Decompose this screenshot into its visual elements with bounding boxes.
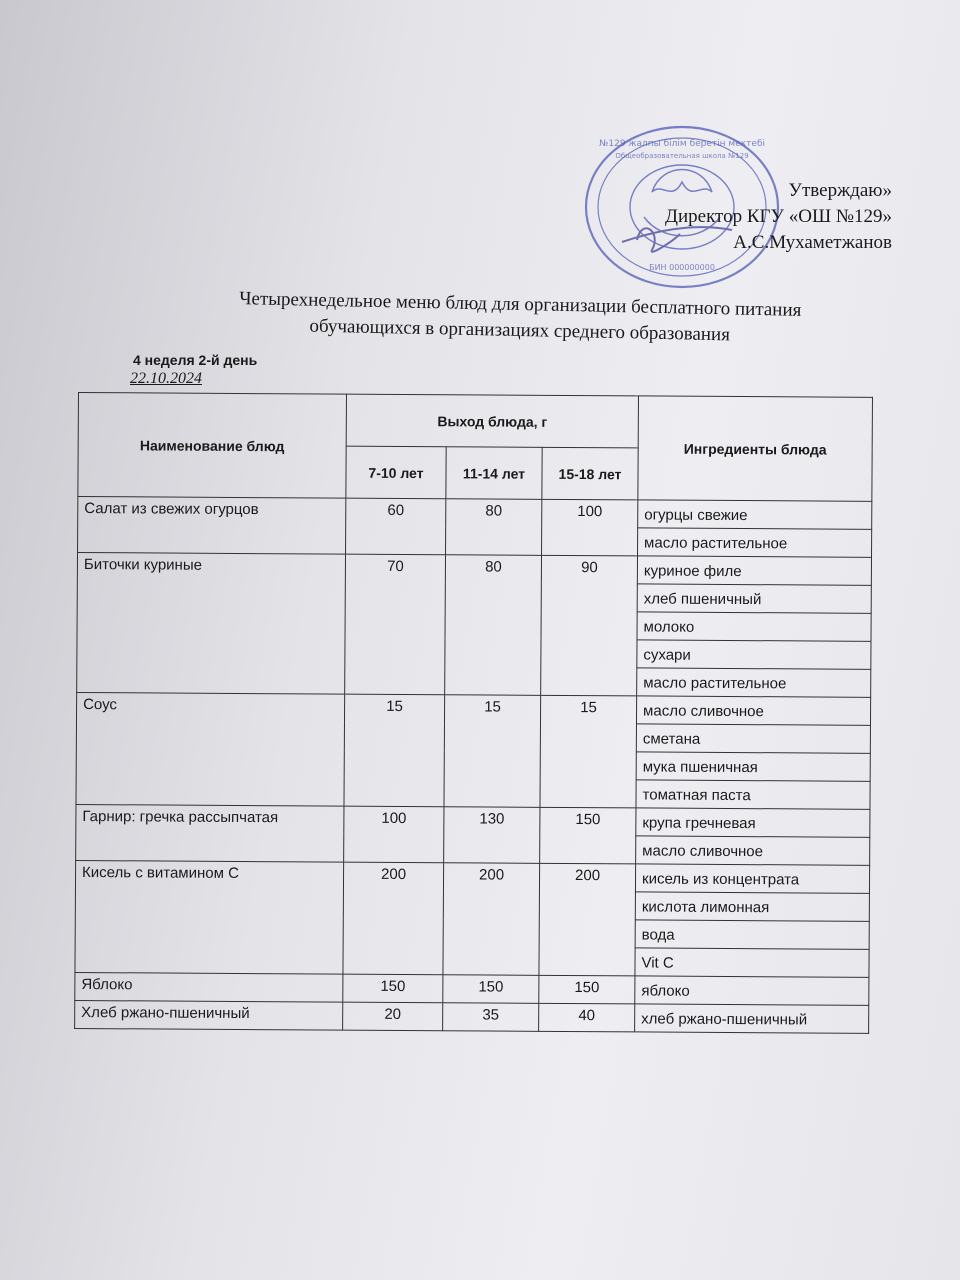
menu-date: 22.10.2024 [130, 370, 202, 387]
dish-name: Кисель с витамином С [75, 860, 344, 974]
table-row [77, 553, 871, 586]
dish-yield-age-2: 80 [445, 555, 542, 696]
ingredient: масло растительное [638, 528, 872, 557]
dish-yield-age-3: 150 [539, 975, 635, 1004]
dish-yield-age-1: 60 [346, 498, 446, 555]
ingredient: сметана [636, 724, 870, 753]
ingredient: масло растительное [637, 668, 871, 697]
ingredient: Vit C [635, 948, 869, 977]
ingredient: томатная паста [636, 780, 870, 809]
title-line-2: обучающихся в организациях среднего образования [309, 315, 731, 346]
ingredient: кислота лимонная [635, 892, 869, 921]
dish-yield-age-1: 15 [344, 694, 445, 807]
table-row [76, 692, 870, 725]
dish-yield-age-2: 15 [444, 695, 541, 808]
ingredient: огурцы свежие [638, 500, 872, 529]
week-day-label: 4 неделя 2-й день [133, 352, 258, 368]
dish-yield-age-2: 150 [443, 975, 539, 1004]
dish-name: Биточки куриные [77, 553, 346, 695]
header-age-7-10: 7-10 лет [346, 446, 446, 499]
menu-table [74, 392, 873, 1034]
header-ingredients: Ингредиенты блюда [638, 396, 873, 501]
dish-yield-age-1: 70 [345, 554, 446, 695]
title-line-1: Четырехнедельное меню блюд для организации бесплатного питания [238, 288, 802, 321]
dish-yield-age-1: 200 [343, 862, 444, 975]
table-row [78, 497, 872, 530]
dish-name: Салат из свежих огурцов [78, 497, 346, 555]
approval-line-1: Утверждаю» [788, 180, 892, 201]
ingredient: масло сливочное [636, 836, 870, 865]
table-row [76, 804, 870, 837]
dish-yield-age-3: 15 [540, 695, 637, 808]
dish-name: Соус [76, 692, 345, 806]
dish-name: Хлеб ржано-пшеничный [75, 1000, 343, 1030]
dish-yield-age-2: 200 [443, 863, 540, 976]
stamp-ring-text: №129 жалпы білім беретін мектебі [599, 139, 765, 149]
approval-line-3: А.С.Мухаметжанов [733, 232, 892, 253]
header-age-11-14: 11-14 лет [446, 447, 542, 500]
ingredient: вода [635, 920, 869, 949]
dish-yield-age-3: 40 [539, 1003, 635, 1032]
dish-yield-age-3: 90 [541, 555, 638, 696]
dish-yield-age-2: 130 [444, 807, 540, 864]
ingredient: мука пшеничная [636, 752, 870, 781]
ingredient: кисель из концентрата [635, 864, 869, 893]
ingredient: куриное филе [637, 556, 871, 585]
table-row [75, 860, 869, 893]
dish-name: Яблоко [75, 972, 343, 1002]
approval-block [665, 178, 892, 256]
document-title [150, 284, 891, 351]
stamp-bin-text: БИН 000000000 [649, 263, 715, 272]
dish-yield-age-3: 200 [539, 863, 636, 976]
dish-yield-age-1: 20 [343, 1002, 443, 1031]
header-age-15-18: 15-18 лет [542, 447, 638, 500]
ingredient: яблоко [635, 976, 869, 1005]
ingredient: крупа гречневая [636, 808, 870, 837]
dish-yield-age-3: 150 [540, 807, 636, 864]
header-dish-name: Наименование блюд [78, 393, 347, 499]
dish-yield-age-2: 80 [446, 499, 542, 556]
stamp-inner-text: Общеобразовательная школа №129 [615, 152, 749, 160]
dish-yield-age-1: 150 [343, 974, 443, 1003]
dish-yield-age-2: 35 [443, 1003, 539, 1032]
ingredient: сухари [637, 640, 871, 669]
approval-line-2: Директор КГУ «ОШ №129» [665, 206, 892, 227]
ingredient: молоко [637, 612, 871, 641]
dish-name: Гарнир: гречка рассыпчатая [76, 804, 344, 862]
menu-table-wrapper [74, 392, 872, 1034]
ingredient: хлеб пшеничный [637, 584, 871, 613]
ingredient: хлеб ржано-пшеничный [635, 1004, 869, 1033]
ingredient: масло сливочное [636, 696, 870, 725]
menu-table-body [75, 497, 872, 1034]
dish-yield-age-3: 100 [542, 499, 638, 556]
table-row [75, 1000, 869, 1033]
header-yield: Выход блюда, г [346, 394, 638, 448]
dish-yield-age-1: 100 [344, 806, 444, 863]
